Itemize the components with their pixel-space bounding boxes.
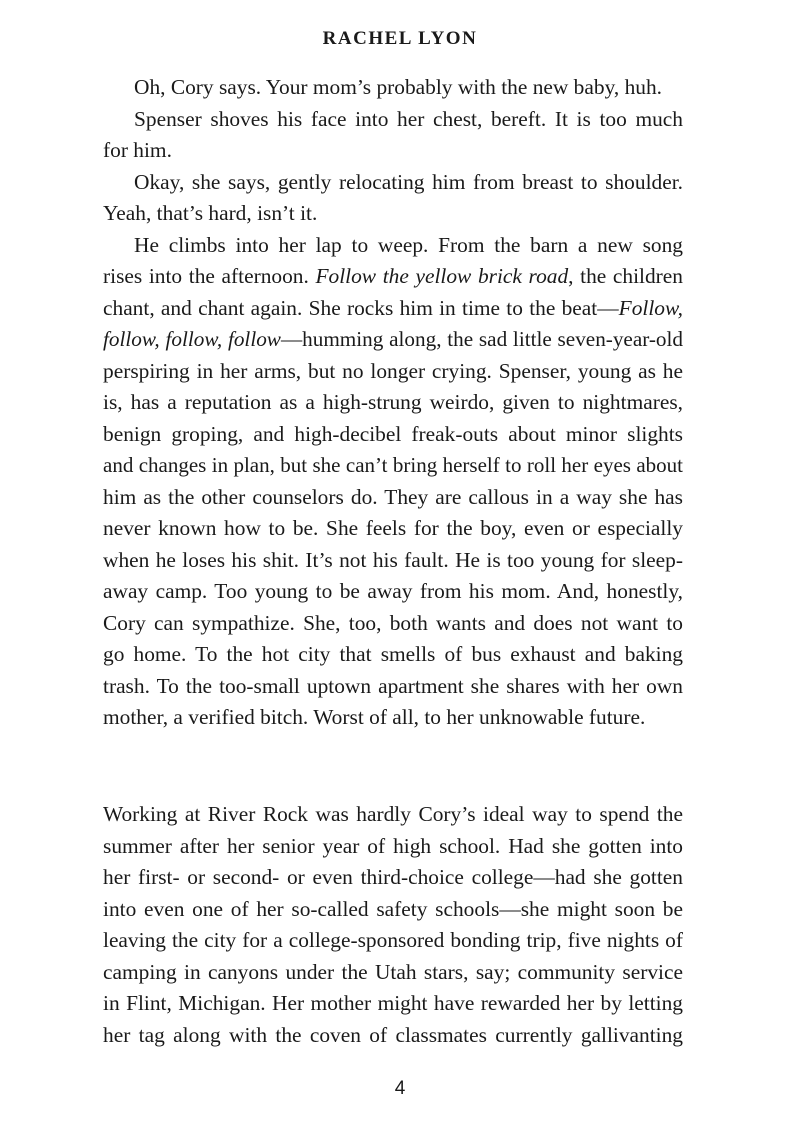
italic-phrase: Follow, (618, 295, 683, 320)
text-line: camping in canyons under the Utah stars, say; community service (103, 959, 683, 984)
text-line: follow, follow, follow—humming along, the sad little seven-year-old (103, 327, 684, 351)
section-2 (103, 799, 683, 1051)
text-line: Okay, she says, gently relocating him from breast to shoulder. (134, 169, 683, 194)
text-line: Yeah, that’s hard, isn’t it. (103, 201, 318, 225)
text-line: rises into the afternoon. Follow the yellow brick road, the children (103, 264, 683, 288)
text-line: perspiring in her arms, but no longer crying. Spenser, young as he (103, 358, 683, 383)
text-line: mother, a verified bitch. Worst of all, to her unknowable future. (103, 705, 646, 729)
text-line: leaving the city for a college-sponsored bonding trip, five nights of (103, 928, 683, 952)
text-line: Oh, Cory says. Your mom’s probably with the new baby, huh. (134, 75, 663, 99)
text-line: go home. To the hot city that smells of bus exhaust and baking (103, 642, 683, 666)
text-line: Cory can sympathize. She, too, both wants and does not want to (103, 610, 683, 635)
text-line: her tag along with the coven of classmates currently gallivanting (103, 1022, 683, 1047)
text-line: chant, and chant again. She rocks him in time to the beat—Follow, (103, 295, 683, 320)
page-number: 4 (394, 1078, 406, 1099)
text-line: benign groping, and high-decibel freak-outs about minor slights (103, 421, 683, 446)
section-1 (103, 72, 683, 734)
text-line: her first- or second- or even third-choice college—had she gotten (103, 865, 683, 889)
running-head: RACHEL LYON (322, 28, 478, 49)
text-line: him as the other counselors do. They are callous in a way she has (103, 484, 683, 509)
text-line: summer after her senior year of high school. Had she gotten into (103, 833, 683, 858)
text-line: in Flint, Michigan. Her mother might have rewarded her by letting (103, 991, 683, 1015)
text-line: He climbs into her lap to weep. From the barn a new song (134, 232, 683, 257)
text-line: away camp. Too young to be away from his mom. And, honestly, (103, 579, 683, 603)
text-line: into even one of her so-called safety schools—she might soon be (103, 896, 683, 921)
text-line: when he loses his shit. It’s not his fault. He is too young for sleep- (103, 547, 683, 572)
italic-phrase: follow, follow, follow (103, 327, 281, 351)
text-line: Working at River Rock was hardly Cory’s ideal way to spend the (103, 802, 683, 826)
text-line: Spenser shoves his face into her chest, bereft. It is too much (134, 106, 683, 131)
text-line: for him. (103, 138, 172, 162)
text-line: never known how to be. She feels for the boy, even or especially (103, 516, 683, 540)
text-line: and changes in plan, but she can’t bring herself to roll her eyes about (103, 453, 683, 477)
text-line: is, has a reputation as a high-strung weirdo, given to nightmares, (103, 390, 683, 414)
italic-title: Follow the yellow brick road (315, 264, 569, 288)
text-line: trash. To the too-small uptown apartment she shares with her own (103, 673, 683, 698)
